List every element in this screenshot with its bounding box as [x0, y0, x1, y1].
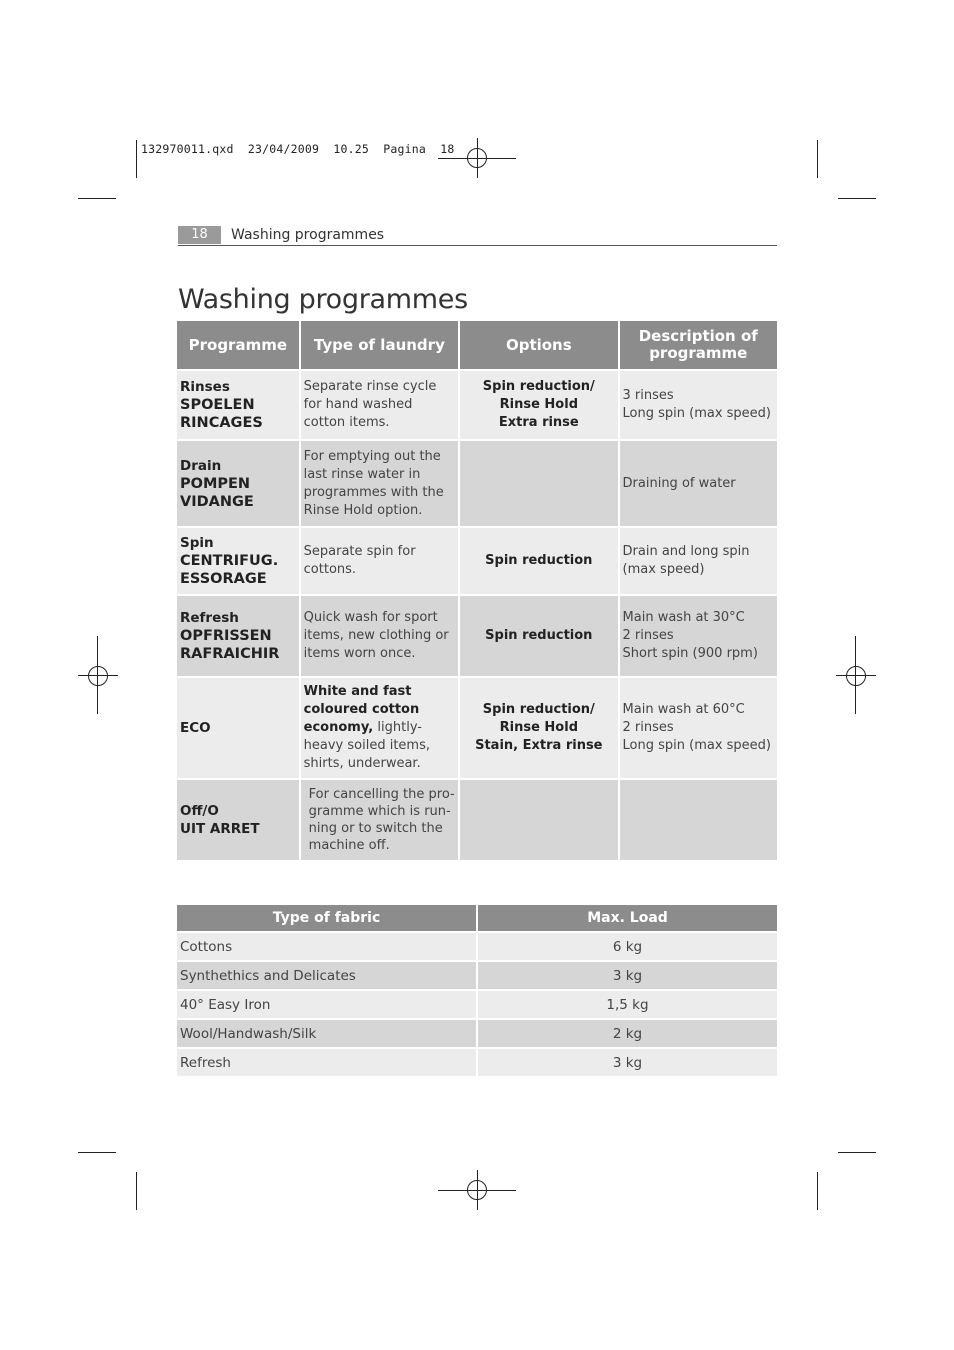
table-row [177, 933, 777, 960]
programme-name: Refresh OPFRISSEN RAFRAICHIR [177, 596, 299, 676]
crop-mark [78, 198, 116, 199]
column-header: Options [460, 321, 617, 369]
table-row [177, 678, 777, 778]
laundry-type: Separate spin for cottons. [301, 528, 458, 594]
programme-options: Spin reduction [460, 528, 617, 594]
laundry-type: White and fast coloured cotton economy, lightly-heavy soiled items, shirts, underwear. [301, 678, 458, 778]
table-row [177, 1020, 777, 1047]
table-row [177, 596, 777, 676]
programmes-table [175, 319, 779, 862]
table-row [177, 441, 777, 526]
table-row [177, 528, 777, 594]
table-row [177, 780, 777, 860]
programme-options: Spin reduction/ Rinse Hold Stain, Extra rinse [460, 678, 617, 778]
laundry-type: For emptying out the last rinse water in programmes with the Rinse Hold option. [301, 441, 458, 526]
programme-name: Spin CENTRIFUG. ESSORAGE [177, 528, 299, 594]
crop-mark [817, 1172, 818, 1210]
table-header-row [177, 321, 777, 369]
fabric-type: Cottons [177, 933, 476, 960]
column-header: Type of laundry [301, 321, 458, 369]
fabric-type: Synthethics and Delicates [177, 962, 476, 989]
column-header: Description of programme [620, 321, 777, 369]
programme-name: ECO [177, 678, 299, 778]
laundry-type: Separate rinse cycle for hand washed cotton items. [301, 371, 458, 439]
crop-mark [78, 1152, 116, 1153]
programme-description: 3 rinses Long spin (max speed) [620, 371, 777, 439]
max-load: 1,5 kg [478, 991, 777, 1018]
laundry-type: For cancelling the pro-gramme which is run-ning or to switch the machine off. [301, 780, 458, 860]
programme-name: Rinses SPOELEN RINCAGES [177, 371, 299, 439]
fabric-type: Wool/Handwash/Silk [177, 1020, 476, 1047]
table-row [177, 371, 777, 439]
max-load: 6 kg [478, 933, 777, 960]
registration-mark [78, 636, 118, 714]
table-row [177, 991, 777, 1018]
programme-options: Spin reduction [460, 596, 617, 676]
header-rule [178, 245, 777, 246]
table-header-row [177, 905, 777, 931]
column-header: Type of fabric [177, 905, 476, 931]
programme-options [460, 780, 617, 860]
running-title: Washing programmes [231, 227, 385, 243]
programme-description: Main wash at 30°C 2 rinses Short spin (900 rpm) [620, 596, 777, 676]
column-header: Programme [177, 321, 299, 369]
page-title: Washing programmes [178, 284, 468, 315]
crop-mark [838, 1152, 876, 1153]
page-number: 18 [178, 226, 221, 244]
programme-description [620, 780, 777, 860]
programme-description: Drain and long spin (max speed) [620, 528, 777, 594]
print-slug: 132970011.qxd 23/04/2009 10.25 Pagina 18 [141, 142, 455, 156]
programme-name: Drain POMPEN VIDANGE [177, 441, 299, 526]
crop-mark [817, 140, 818, 178]
max-load: 3 kg [478, 962, 777, 989]
programme-description: Draining of water [620, 441, 777, 526]
table-row [177, 1049, 777, 1076]
column-header: Max. Load [478, 905, 777, 931]
programme-options: Spin reduction/ Rinse Hold Extra rinse [460, 371, 617, 439]
programme-options [460, 441, 617, 526]
laundry-type: Quick wash for sport items, new clothing or items worn once. [301, 596, 458, 676]
crop-mark [136, 140, 137, 178]
fabric-type: 40° Easy Iron [177, 991, 476, 1018]
fabric-type: Refresh [177, 1049, 476, 1076]
table-row [177, 962, 777, 989]
registration-mark [438, 1170, 516, 1210]
programme-description: Main wash at 60°C 2 rinses Long spin (max speed) [620, 678, 777, 778]
crop-mark [838, 198, 876, 199]
crop-mark [136, 1172, 137, 1210]
registration-mark [836, 636, 876, 714]
max-load: 3 kg [478, 1049, 777, 1076]
max-load: 2 kg [478, 1020, 777, 1047]
programme-name: Off/O UIT ARRET [177, 780, 299, 860]
fabric-load-table [175, 903, 779, 1078]
